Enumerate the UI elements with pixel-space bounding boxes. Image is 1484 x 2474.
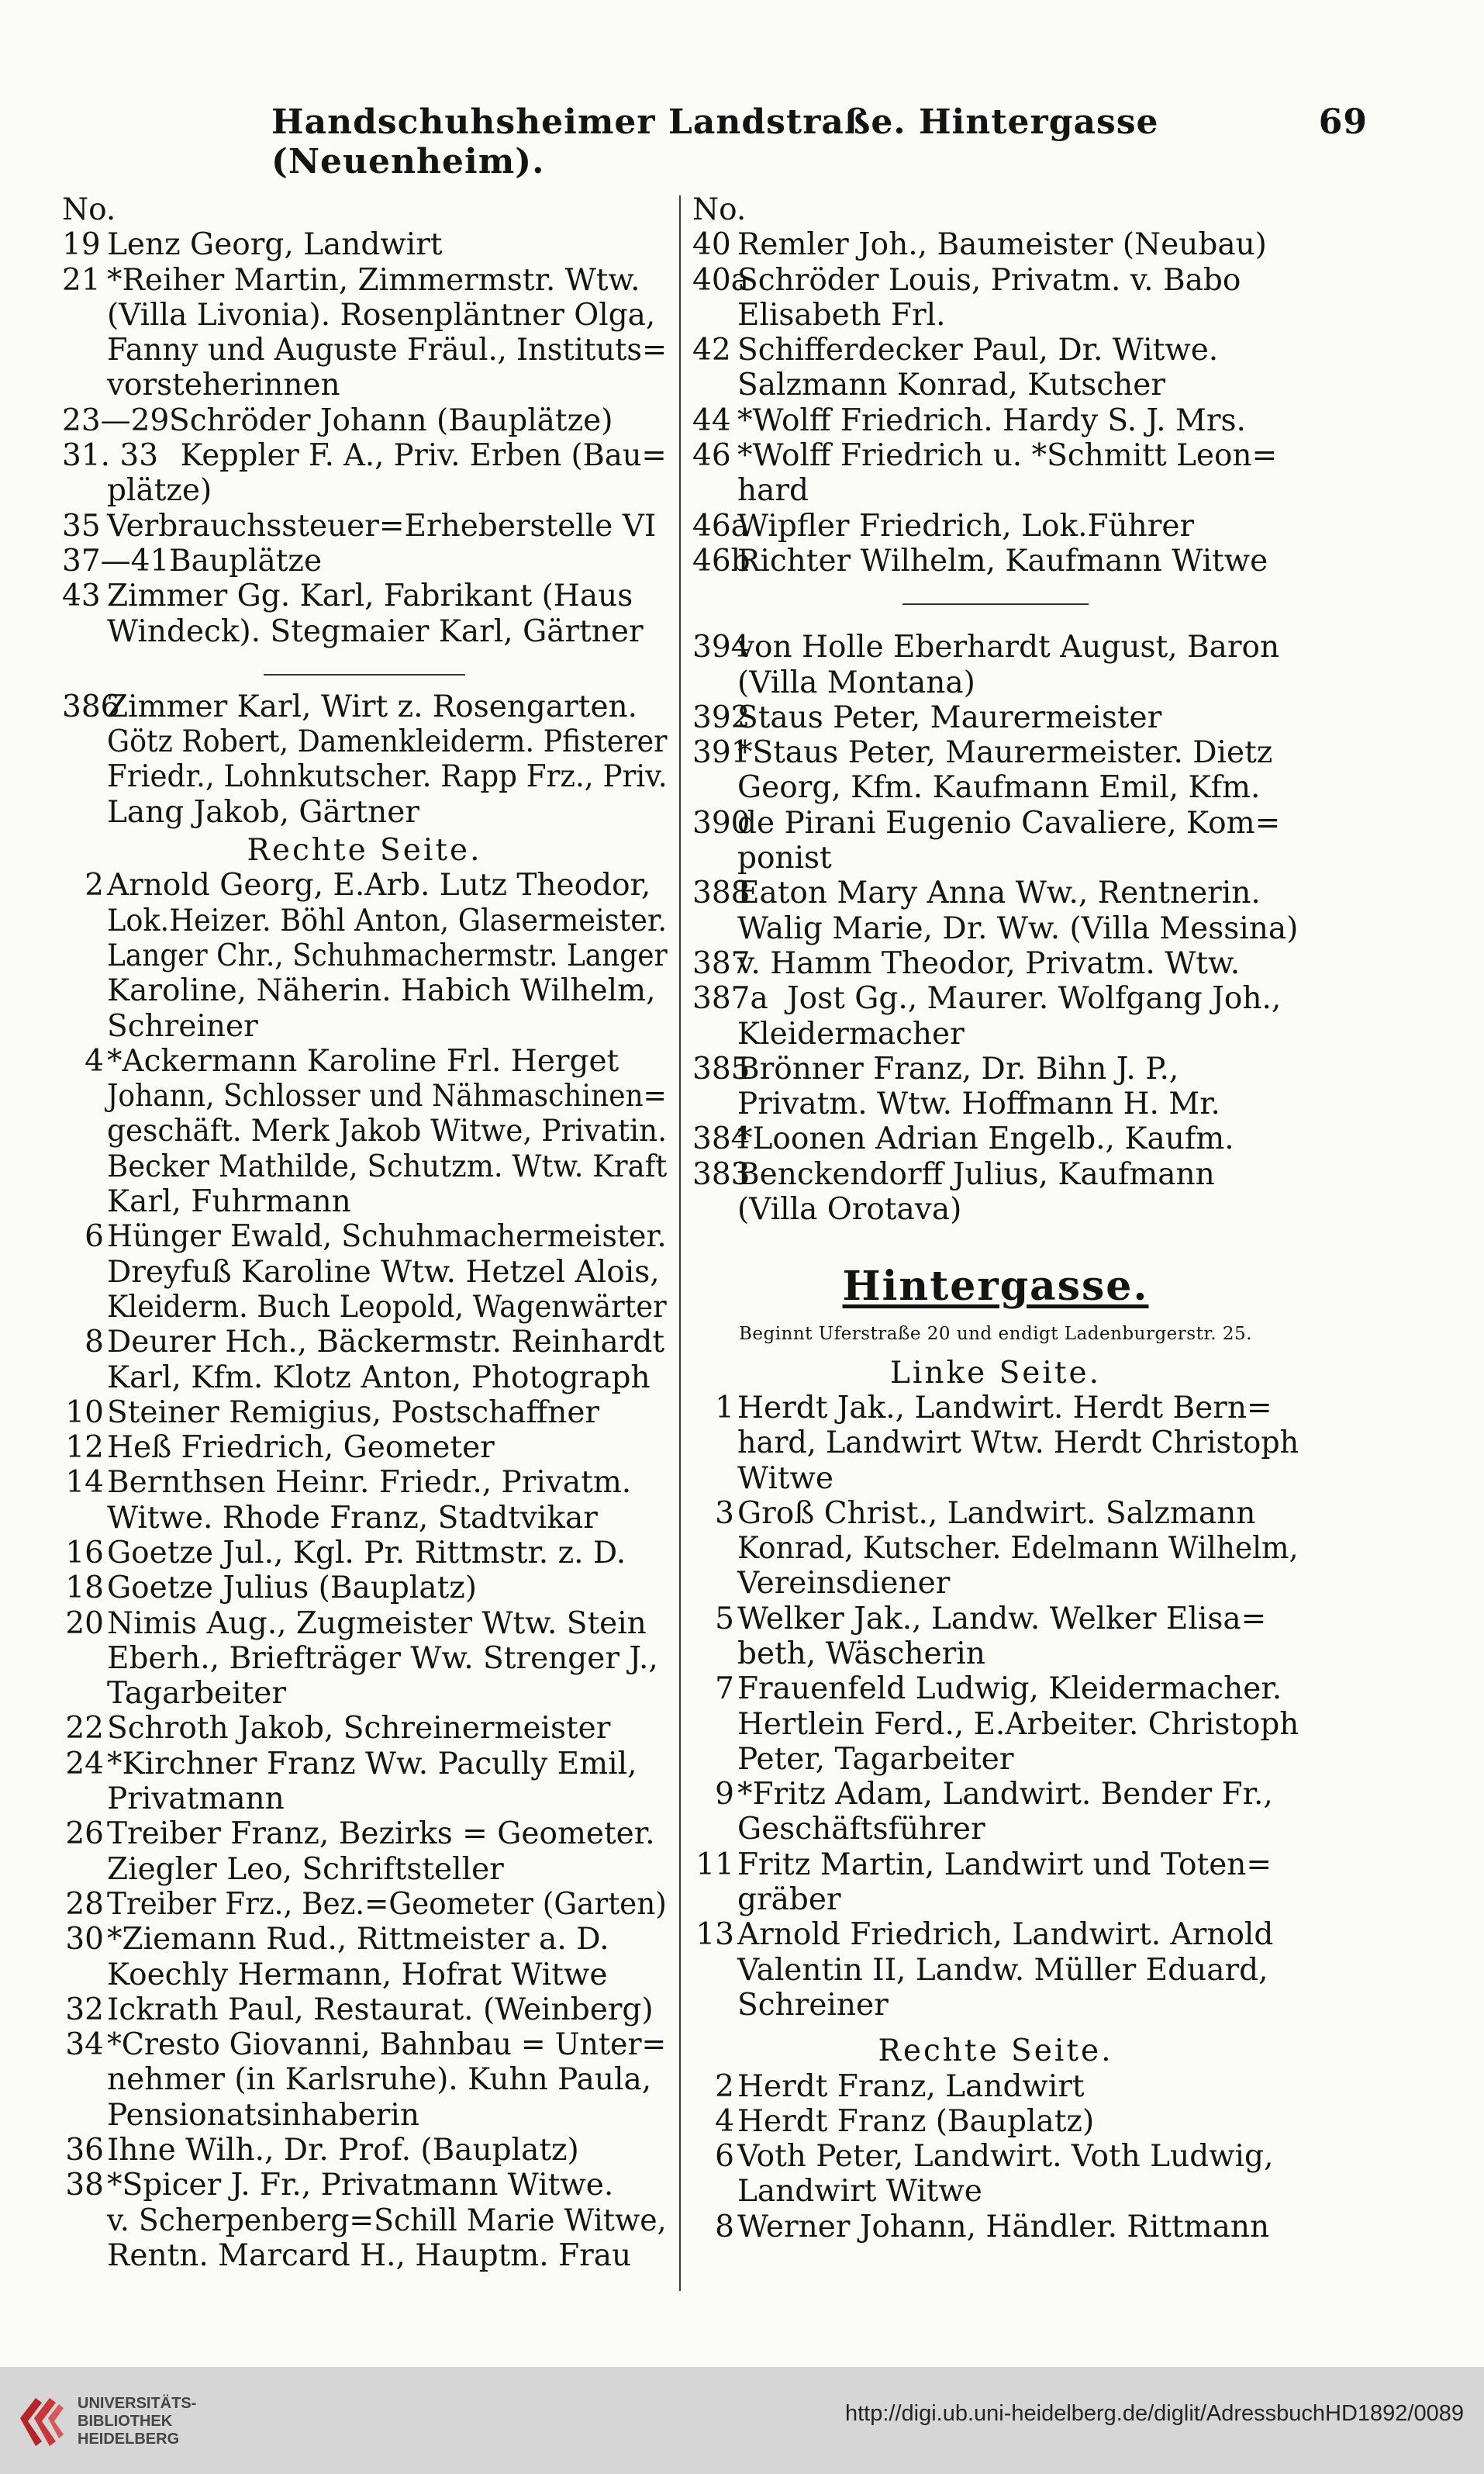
house-number: 37—41 [62,543,170,579]
entry-line: Vereinsdiener [737,1566,951,1602]
number-column-label: No. [62,192,116,227]
address-entry [692,1917,1299,2023]
right-column [692,192,1299,2244]
entry-line: Brönner Franz, Dr. Bihn J. P., [737,1051,1179,1087]
entry-line: Tagarbeiter [107,1676,287,1712]
house-number: 2 [85,868,104,904]
entry-line: ponist [737,841,832,876]
house-number: 43 [62,579,101,614]
entry-list [692,227,1299,579]
entry-line: Treiber Frz., Bez.=Geometer (Garten) [107,1886,667,1922]
house-number: 8 [85,1325,104,1360]
house-number: 9 [715,1777,734,1812]
entry-line: von Holle Eberhardt August, Baron [737,630,1280,665]
left-column [62,192,667,2273]
house-number: 19 [62,227,101,263]
address-entry [692,2104,1299,2139]
address-entry [62,2168,667,2273]
entry-line: Karl, Kfm. Klotz Anton, Photograph [107,1360,651,1395]
entry-line: Richter Wilhelm, Kaufmann Witwe [737,543,1268,579]
entry-line: Schifferdecker Paul, Dr. Witwe. [737,333,1219,368]
entry-line: plätze) [107,473,212,509]
address-entry [692,227,1299,262]
university-library-logo-icon [16,2387,65,2455]
entry-line: Herdt Franz, Landwirt [737,2068,1085,2104]
entry-line: Schröder Johann (Bauplätze) [169,403,613,438]
address-entry [62,403,667,438]
entry-list [692,630,1299,1227]
entry-line: Hertlein Ferd., E.Arbeiter. Christoph [737,1706,1299,1742]
house-number: 16 [65,1535,104,1570]
address-entry [692,735,1299,806]
address-entry [62,263,667,403]
address-entry [692,1157,1299,1228]
entry-line: Eaton Mary Anna Ww., Rentnerin. [737,876,1261,911]
entry-line: Koechly Hermann, Hofrat Witwe [107,1957,608,1992]
entry-line: Witwe [737,1460,834,1496]
house-number: 40 [692,227,731,263]
entry-line: Walig Marie, Dr. Ww. (Villa Messina) [737,910,1299,946]
house-number: 24 [65,1746,104,1781]
entry-line: (Villa Montana) [737,665,975,700]
house-number: 385 [692,1051,751,1087]
house-number: 390 [692,805,751,841]
entry-line: Kleidermacher [737,1016,965,1052]
house-number: 388 [692,876,751,911]
entry-line: Windeck). Stegmaier Karl, Gärtner [107,613,644,649]
entry-list [62,689,667,830]
address-entry [62,868,667,1043]
address-entry [62,579,667,649]
address-entry [692,981,1299,1052]
entry-line: Nimis Aug., Zugmeister Wtw. Stein [107,1605,647,1641]
entry-line: Lang Jakob, Gärtner [107,794,419,830]
entry-line: *Wolff Friedrich u. *Schmitt Leon= [737,438,1278,474]
section-heading: Rechte Seite. [878,2033,1113,2069]
house-number: 22 [65,1711,104,1747]
address-entry [62,227,667,262]
house-number: 13 [695,1917,734,1953]
address-entry [62,1430,667,1465]
entry-line: Georg, Kfm. Kaufmann Emil, Kfm. [737,770,1261,806]
address-entry [692,509,1299,544]
house-number: 1 [715,1390,734,1425]
address-entry [62,1992,667,2027]
house-number: 392 [692,700,751,735]
entry-line: Privatmann [107,1781,285,1817]
address-entry [692,806,1299,876]
address-entry [692,263,1299,333]
entry-line: Deurer Hch., Bäckermstr. Reinhardt [107,1325,665,1360]
house-number: 7 [715,1671,734,1707]
house-number: 10 [65,1394,104,1430]
street-description: Beginnt Uferstraße 20 und endigt Ladenburgerstr. 25. [738,1324,1253,1345]
address-entry [692,1602,1299,1672]
address-entry [62,438,667,509]
entry-line: Arnold Georg, E.Arb. Lutz Theodor, [107,868,651,904]
entry-line: geschäft. Merk Jakob Witwe, Privatin. [107,1114,668,1149]
house-number: 11 [695,1847,734,1882]
entry-line: *Ackermann Karoline Frl. Herget [107,1043,619,1079]
entry-line: Karl, Fuhrmann [107,1184,351,1220]
page-title: Handschuhsheimer Landstraße. Hintergasse (Neuenheim). [271,102,1159,181]
entry-line: Johann, Schlosser und Nähmaschinen= [107,1079,667,1114]
address-entry [62,1219,667,1325]
house-number: 394 [692,630,751,665]
house-number: 21 [62,262,101,298]
entry-line: *Cresto Giovanni, Bahnbau = Unter= [107,2027,667,2063]
address-entry [692,876,1299,946]
entry-line: Götz Robert, Damenkleiderm. Pfisterer [107,724,668,760]
entry-line: Konrad, Kutscher. Edelmann Wilhelm, [737,1531,1299,1567]
entry-line: Landwirt Witwe [737,2174,982,2210]
entry-list [692,2069,1299,2244]
entry-line: Hünger Ewald, Schuhmachermeister. [107,1219,667,1255]
address-entry [692,1121,1299,1156]
entry-line: Privatm. Wtw. Hoffmann H. Mr. [737,1087,1220,1122]
entry-line: Groß Christ., Landwirt. Salzmann [737,1495,1256,1531]
address-entry [62,1816,667,1887]
entry-line: Herdt Franz (Bauplatz) [737,2103,1095,2139]
house-number: 6 [85,1219,104,1255]
entry-line: Voth Peter, Landwirt. Voth Ludwig, [737,2139,1274,2175]
entry-line: *Spicer J. Fr., Privatmann Witwe. [107,2168,614,2203]
address-entry [692,333,1299,403]
entry-line: Treiber Franz, Bezirks = Geometer. [107,1816,655,1852]
address-entry [692,2139,1299,2210]
address-entry [62,689,667,830]
house-number: 46 [692,438,731,474]
address-entry [62,1711,667,1746]
entry-line: Schröder Louis, Privatm. v. Babo [737,262,1241,298]
entry-line: Rentn. Marcard H., Hauptm. Frau [107,2237,632,2273]
entry-line: Ihne Wilh., Dr. Prof. (Bauplatz) [107,2133,579,2168]
entry-line: Steiner Remigius, Postschaffner [107,1394,600,1430]
address-entry [692,946,1299,981]
address-entry [62,2133,667,2168]
house-number: 31. 33 [62,438,159,474]
house-number: 14 [65,1465,104,1501]
entry-line: Schreiner [737,1987,889,2023]
address-entry [62,1395,667,1430]
entry-line: gräber [737,1882,841,1918]
entry-line: Wipfler Friedrich, Lok.Führer [737,508,1195,544]
entry-line: Bauplätze [169,543,323,579]
house-number: 44 [692,403,731,438]
entry-line: Langer Chr., Schuhmachermstr. Langer [107,938,668,973]
entry-line: Becker Mathilde, Schutzm. Wtw. Kraft [107,1149,668,1184]
entry-line: *Reiher Martin, Zimmermstr. Wtw. [107,262,640,298]
house-number: 34 [65,2027,104,2063]
entry-line: *Staus Peter, Maurermeister. Dietz [737,735,1273,771]
entry-line: Fanny und Auguste Fräul., Instituts= [107,333,668,368]
source-url-link[interactable]: http://digi.ub.uni-heidelberg.de/diglit/AdressbuchHD1892/0089 [844,2401,1464,2426]
entry-line: Ickrath Paul, Restaurat. (Weinberg) [107,1992,654,2027]
entry-line: vorsteherinnen [107,368,340,403]
entry-line: Schreiner [107,1008,258,1044]
entry-list [62,868,667,2273]
entry-line: Benckendorff Julius, Kaufmann [737,1156,1215,1192]
entry-line: Jost Gg., Maurer. Wolfgang Joh., [787,981,1282,1017]
house-number: 18 [65,1570,104,1606]
library-name: UNIVERSITÄTS- BIBLIOTHEK HEIDELBERG [78,2395,197,2448]
entry-line: Zimmer Karl, Wirt z. Rosengarten. [107,689,638,724]
entry-line: Eberh., Briefträger Ww. Strenger J., [107,1640,658,1676]
entry-line: Herdt Jak., Landwirt. Herdt Bern= [737,1390,1272,1425]
address-entry [62,1044,667,1219]
house-number: 40a [692,262,749,298]
address-entry [62,1606,667,1712]
house-number: 387 [692,945,751,981]
address-entry [62,1325,667,1395]
entry-line: v. Hamm Theodor, Privatm. Wtw. [737,945,1241,981]
entry-line: Peter, Tagarbeiter [737,1741,1014,1777]
address-entry [62,2027,667,2133]
house-number: 28 [65,1886,104,1922]
address-entry [692,1052,1299,1122]
entry-line: *Loonen Adrian Engelb., Kaufm. [737,1121,1234,1157]
house-number: 32 [65,1992,104,2027]
column-divider [679,195,681,2291]
entry-line: Geschäftsführer [737,1812,985,1847]
entry-line: nehmer (in Karlsruhe). Kuhn Paula, [107,2062,652,2098]
entry-line: beth, Wäscherin [737,1636,985,1671]
house-number: 383 [692,1156,751,1192]
address-entry [692,544,1299,579]
address-entry [692,2210,1299,2244]
entry-line: *Fritz Adam, Landwirt. Bender Fr., [737,1777,1273,1812]
entry-list [62,227,667,649]
entry-line: *Ziemann Rud., Rittmeister a. D. [107,1922,609,1957]
entry-line: Pensionatsinhaberin [107,2097,419,2133]
house-number: 46a [692,508,749,544]
page-number: 69 [1318,102,1368,142]
entry-line: v. Scherpenberg=Schill Marie Witwe, [107,2203,667,2238]
running-header [62,99,1368,181]
footer-bar [0,2367,1484,2474]
entry-line: Fritz Martin, Landwirt und Toten= [737,1847,1272,1882]
entry-line: Friedr., Lohnkutscher. Rapp Frz., Priv. [107,759,668,795]
entry-list [692,1391,1299,2023]
address-entry [62,509,667,544]
entry-line: Kleiderm. Buch Leopold, Wagenwärter [107,1289,667,1325]
entry-line: (Villa Livonia). Rosenpläntner Olga, [107,297,656,333]
entry-line: Dreyfuß Karoline Wtw. Hetzel Alois, [107,1254,660,1290]
entry-line: Salzmann Konrad, Kutscher [737,368,1165,403]
house-number: 35 [62,508,101,544]
entry-line: hard, Landwirt Wtw. Herdt Christoph [737,1425,1299,1461]
house-number: 6 [715,2139,734,2175]
house-number: 46b [692,543,751,579]
entry-line: Welker Jak., Landw. Welker Elisa= [737,1601,1267,1636]
address-entry [692,2069,1299,2104]
entry-line: (Villa Orotava) [737,1192,962,1228]
entry-line: Schroth Jakob, Schreinermeister [107,1711,611,1747]
house-number: 3 [715,1495,734,1531]
house-number: 38 [65,2168,104,2203]
house-number: 2 [715,2068,734,2104]
house-number: 30 [65,1922,104,1957]
entry-line: Goetze Julius (Bauplatz) [107,1570,478,1606]
entry-line: Lenz Georg, Landwirt [107,227,443,263]
house-number: 386 [62,689,120,724]
entry-line: Heß Friedrich, Geometer [107,1430,495,1466]
house-number: 23—29 [62,403,170,438]
address-entry [692,1391,1299,1496]
entry-line: Valentin II, Landw. Müller Eduard, [737,1952,1268,1988]
house-number: 4 [715,2103,734,2139]
address-entry [62,544,667,579]
entry-line: Staus Peter, Maurermeister [737,700,1162,735]
address-entry [62,1887,667,1922]
entry-line: Lok.Heizer. Böhl Anton, Glasermeister. [107,903,668,938]
address-entry [692,1777,1299,1847]
house-number: 8 [715,2209,734,2244]
address-entry [62,1465,667,1536]
entry-line: Keppler F. A., Priv. Erben (Bau= [180,438,667,474]
address-entry [692,1671,1299,1777]
entry-line: Remler Joh., Baumeister (Neubau) [737,227,1267,263]
entry-line: Werner Johann, Händler. Rittmann [737,2209,1270,2244]
entry-line: Elisabeth Frl. [737,297,946,333]
address-entry [62,1536,667,1570]
house-number: 391 [692,735,751,771]
address-entry [62,1922,667,1992]
address-entry [692,700,1299,735]
house-number: 12 [65,1430,104,1466]
house-number: 36 [65,2133,104,2168]
house-number: 387a [692,981,768,1017]
address-entry [692,438,1299,509]
house-number: 26 [65,1816,104,1852]
address-entry [692,1847,1299,1918]
entry-line: *Wolff Friedrich. Hardy S. J. Mrs. [737,403,1246,438]
address-entry [692,630,1299,700]
entry-line: Arnold Friedrich, Landwirt. Arnold [737,1917,1274,1953]
address-entry [62,1747,667,1817]
house-number: 42 [692,333,731,368]
address-entry [692,1496,1299,1602]
entry-line: Witwe. Rhode Franz, Stadtvikar [107,1500,598,1536]
entry-line: de Pirani Eugenio Cavaliere, Kom= [737,805,1281,841]
house-number: 5 [715,1601,734,1636]
section-heading: Linke Seite. [889,1355,1102,1391]
entry-line: Goetze Jul., Kgl. Pr. Rittmstr. z. D. [107,1535,626,1570]
address-entry [62,1570,667,1605]
street-title: Hintergasse. [842,1263,1149,1311]
entry-line: hard [737,473,809,509]
entry-line: *Kirchner Franz Ww. Pacully Emil, [107,1746,637,1781]
entry-line: Ziegler Leo, Schriftsteller [107,1851,504,1887]
entry-line: Verbrauchssteuer=Erheberstelle VI [107,508,657,544]
entry-line: Bernthsen Heinr. Friedr., Privatm. [107,1465,632,1501]
house-number: 20 [65,1605,104,1641]
house-number: 4 [85,1043,104,1079]
entry-line: Zimmer Gg. Karl, Fabrikant (Haus [107,579,633,614]
entry-line: Karoline, Näherin. Habich Wilhelm, [107,973,656,1009]
number-column-label: No. [692,192,747,227]
entry-line: Frauenfeld Ludwig, Kleidermacher. [737,1671,1282,1707]
address-entry [692,403,1299,438]
section-heading: Rechte Seite. [247,833,482,869]
house-number: 384 [692,1121,751,1157]
